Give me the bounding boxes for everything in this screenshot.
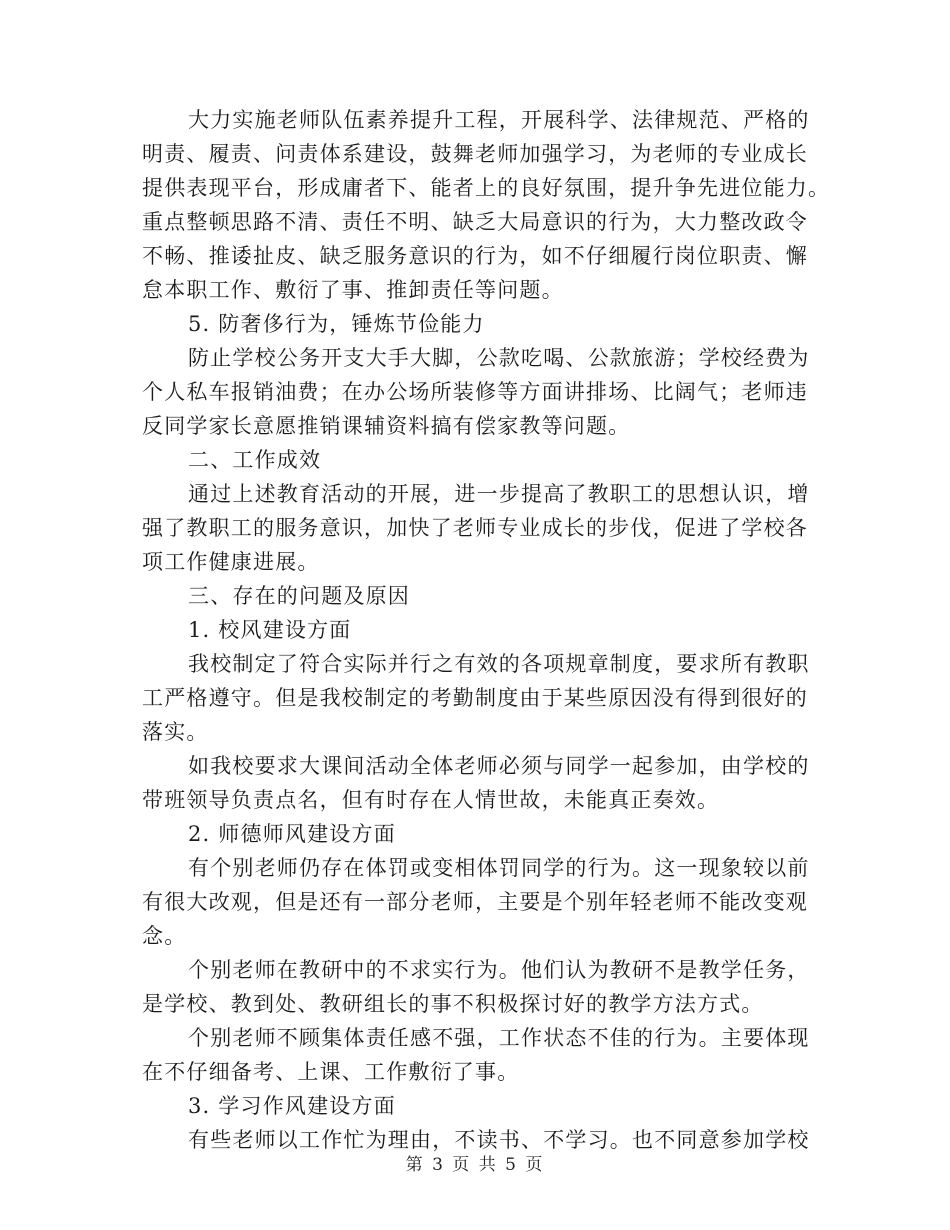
- text-line: 明责、履责、问责体系建设，鼓舞老师加强学习，为老师的专业成长: [142, 142, 808, 166]
- text-line: 5. 防奢侈行为，锤炼节俭能力: [188, 312, 485, 336]
- text-line: 带班领导负责点名，但有时存在人情世故，未能真正奏效。: [142, 788, 720, 812]
- document-body: [142, 103, 831, 1157]
- text-line: 三、存在的问题及原因: [188, 584, 410, 608]
- text-line: 工严格遵守。但是我校制定的考勤制度由于某些原因没有得到很好的: [142, 686, 808, 710]
- text-line: 2. 师德师风建设方面: [188, 822, 396, 846]
- text-line: 重点整顿思路不清、责任不明、缺乏大局意识的行为，大力整改政令: [142, 210, 808, 234]
- text-line: 怠本职工作、敷衍了事、推卸责任等问题。: [142, 278, 564, 302]
- text-line: 防止学校公务开支大手大脚，公款吃喝、公款旅游；学校经费为: [188, 346, 810, 370]
- text-line: 有个别老师仍存在体罚或变相体罚同学的行为。这一现象较以前: [188, 856, 810, 880]
- text-line: 二、工作成效: [188, 448, 322, 472]
- text-line: 3. 学习作风建设方面: [188, 1094, 396, 1118]
- text-line: 大力实施老师队伍素养提升工程，开展科学、法律规范、严格的: [188, 108, 810, 132]
- text-line: 提供表现平台，形成庸者下、能者上的良好氛围，提升争先进位能力。: [142, 176, 831, 200]
- text-line: 在不仔细备考、上课、工作敷衍了事。: [142, 1060, 520, 1084]
- text-line: 是学校、教到处、教研组长的事不积极探讨好的教学方法方式。: [142, 992, 764, 1016]
- text-line: 有很大改观，但是还有一部分老师，主要是个别年轻老师不能改变观: [142, 890, 808, 914]
- text-line: 1. 校风建设方面: [188, 618, 352, 642]
- text-line: 我校制定了符合实际并行之有效的各项规章制度，要求所有教职: [188, 652, 810, 676]
- text-line: 个别老师在教研中的不求实行为。他们认为教研不是教学任务，: [188, 958, 810, 982]
- text-line: 反同学家长意愿推销课辅资料搞有偿家教等问题。: [142, 414, 631, 438]
- text-line: 强了教职工的服务意识，加快了老师专业成长的步伐，促进了学校各: [142, 516, 808, 540]
- text-line: 项工作健康进展。: [142, 550, 320, 574]
- text-line: 念。: [142, 924, 187, 948]
- text-line: 如我校要求大课间活动全体老师必须与同学一起参加，由学校的: [188, 754, 810, 778]
- text-line: 不畅、推诿扯皮、缺乏服务意识的行为，如不仔细履行岗位职责、懈: [142, 244, 808, 268]
- text-line: 落实。: [142, 720, 209, 744]
- text-line: 个人私车报销油费；在办公场所装修等方面讲排场、比阔气；老师违: [142, 380, 808, 404]
- page-footer: 第 3 页 共 5 页: [405, 1155, 545, 1175]
- text-line: 个别老师不顾集体责任感不强，工作状态不佳的行为。主要体现: [188, 1026, 810, 1050]
- text-line: 通过上述教育活动的开展，进一步提高了教职工的思想认识，增: [188, 482, 810, 506]
- text-line: 有些老师以工作忙为理由，不读书、不学习。也不同意参加学校: [188, 1128, 810, 1152]
